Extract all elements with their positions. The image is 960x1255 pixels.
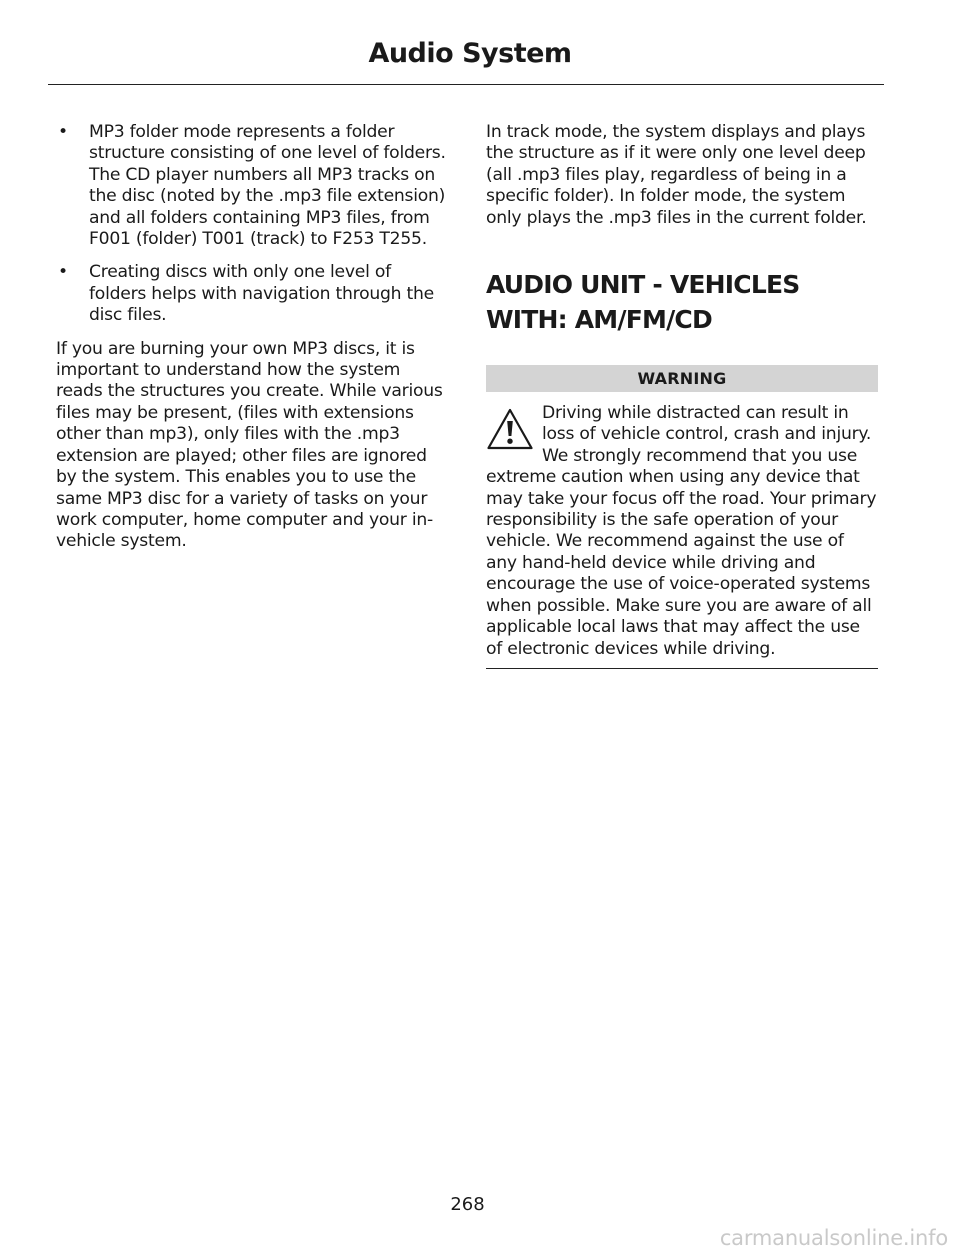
- list-item-text: Creating discs with only one level of folders helps with navigation through the disc files.: [89, 262, 434, 326]
- warning-body: [486, 403, 878, 669]
- watermark: carmanualsonline.info: [719, 1226, 948, 1250]
- warning-bottom-rule: [486, 668, 878, 669]
- bullet-mark: •: [58, 262, 68, 283]
- warning-box: [486, 365, 878, 669]
- page-title: Audio System: [368, 38, 572, 69]
- body-paragraph: If you are burning your own MP3 discs, it is important to understand how the system reads the structures you create. While various files may be present, (files with extensions other than mp3), only files with the .mp3 extension are played; other files are ignored by the system. This enables you to use the same MP3 disc for a variety of tasks on your work computer, home computer and your in-vehicle system.: [56, 338, 443, 552]
- list-item: [56, 122, 448, 250]
- section-heading: AUDIO UNIT - VEHICLES WITH: AM/FM/CD: [486, 270, 800, 335]
- header-divider: [48, 84, 884, 85]
- bullet-list: [56, 122, 448, 327]
- warning-triangle-icon: [486, 407, 534, 451]
- warning-label: WARNING: [486, 365, 878, 392]
- page-number: 268: [450, 1194, 485, 1215]
- warning-text: Driving while distracted can result in loss of vehicle control, crash and injury. We strongly recommend that you use extreme caution when using any device that may take your focus off the road. Your primary responsibility is the safe operation of your vehicle. We recommend against the use of any hand-held device while driving and encourage the use of voice-operated systems when possible. Make sure you are aware of all applicable local laws that may affect the use of electronic devices while driving.: [486, 403, 877, 659]
- right-column: [486, 122, 878, 669]
- bullet-mark: •: [58, 122, 68, 142]
- left-column: [56, 122, 448, 553]
- list-item: [56, 262, 448, 326]
- list-item-text: MP3 folder mode represents a folder structure consisting of one level of folders. The CD player numbers all MP3 tracks on the disc (noted by the .mp3 file extension) and all folders containing MP3 files, from F001 (folder) T001 (track) to F253 T255.: [89, 122, 446, 250]
- body-paragraph: In track mode, the system displays and plays the structure as if it were only one level deep (all .mp3 files play, regardless of being in a specific folder). In folder mode, the system only plays the .mp3 files in the current folder.: [486, 122, 867, 228]
